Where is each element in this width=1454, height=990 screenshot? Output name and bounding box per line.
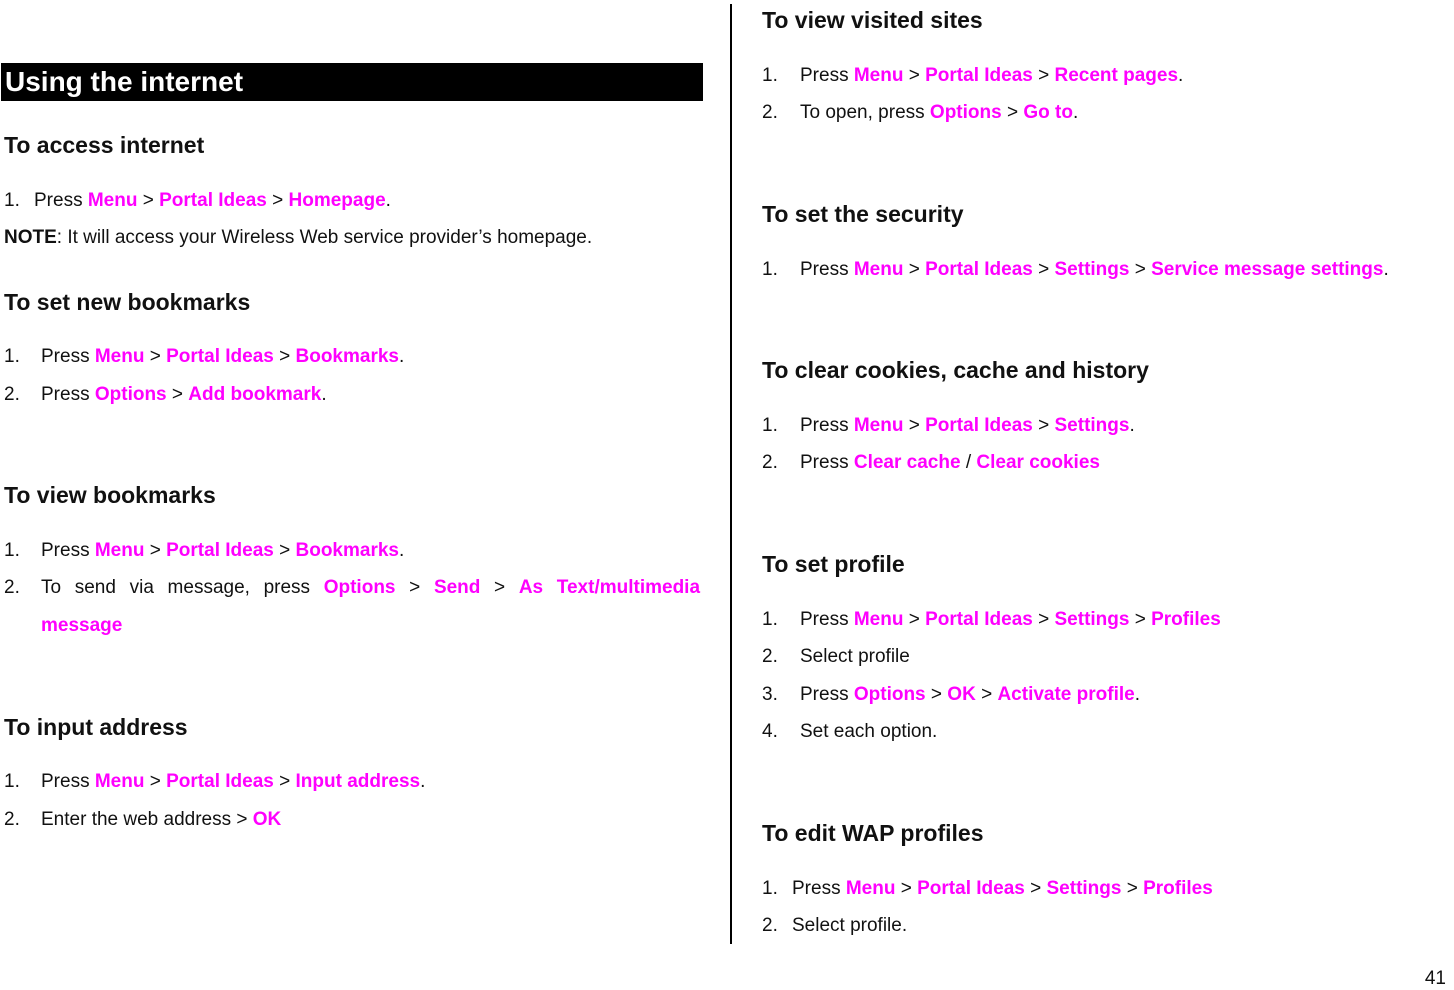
profile-step-2: 2. Select profile bbox=[762, 646, 910, 667]
wap-step-2: 2. Select profile. bbox=[762, 915, 908, 936]
heading-new-bookmarks: To set new bookmarks bbox=[4, 289, 251, 315]
wap-step-1: 1. Press Menu > Portal Ideas > Settings > Profiles bbox=[762, 878, 1213, 899]
heading-clear-cookies: To clear cookies, cache and history bbox=[762, 357, 1149, 383]
access-note: NOTE: It will access your Wireless Web service provider’s homepage. bbox=[4, 227, 593, 248]
access-step-1: 1. Press Menu > Portal Ideas > Homepage. bbox=[4, 190, 391, 211]
heading-set-profile: To set profile bbox=[762, 551, 905, 577]
heading-visited-sites: To view visited sites bbox=[762, 7, 983, 33]
heading-wap-profiles: To edit WAP profiles bbox=[762, 820, 984, 846]
profile-step-4: 4. Set each option. bbox=[762, 721, 938, 742]
column-divider bbox=[730, 4, 732, 944]
heading-security: To set the security bbox=[762, 201, 964, 227]
view-bookmarks-step-1: 1. Press Menu > Portal Ideas > Bookmarks. bbox=[4, 540, 405, 561]
view-bookmarks-step-2-text: To send via message, press Options > Send > As Text/multimedia bbox=[41, 577, 701, 598]
input-address-step-2: 2. Enter the web address > OK bbox=[4, 809, 282, 830]
view-bookmarks-step-2-cont: message bbox=[41, 615, 123, 636]
profile-step-1: 1. Press Menu > Portal Ideas > Settings > Profiles bbox=[762, 609, 1221, 630]
new-bookmarks-step-1: 1. Press Menu > Portal Ideas > Bookmarks. bbox=[4, 346, 405, 367]
heading-access-internet: To access internet bbox=[4, 132, 205, 158]
heading-input-address: To input address bbox=[4, 714, 188, 740]
heading-view-bookmarks: To view bookmarks bbox=[4, 482, 216, 508]
page-title: Using the internet bbox=[1, 63, 703, 101]
page-number: 41 bbox=[1424, 968, 1446, 989]
clear-step-1: 1. Press Menu > Portal Ideas > Settings. bbox=[762, 415, 1135, 436]
new-bookmarks-step-2: 2. Press Options > Add bookmark. bbox=[4, 384, 327, 405]
visited-step-1: 1. Press Menu > Portal Ideas > Recent pages. bbox=[762, 65, 1184, 86]
clear-step-2: 2. Press Clear cache / Clear cookies bbox=[762, 452, 1100, 473]
view-bookmarks-step-2: 2. bbox=[4, 577, 20, 598]
input-address-step-1: 1. Press Menu > Portal Ideas > Input address. bbox=[4, 771, 426, 792]
security-step-1: 1. Press Menu > Portal Ideas > Settings > Service message settings. bbox=[762, 259, 1389, 280]
visited-step-2: 2. To open, press Options > Go to. bbox=[762, 102, 1079, 123]
profile-step-3: 3. Press Options > OK > Activate profile. bbox=[762, 684, 1140, 705]
